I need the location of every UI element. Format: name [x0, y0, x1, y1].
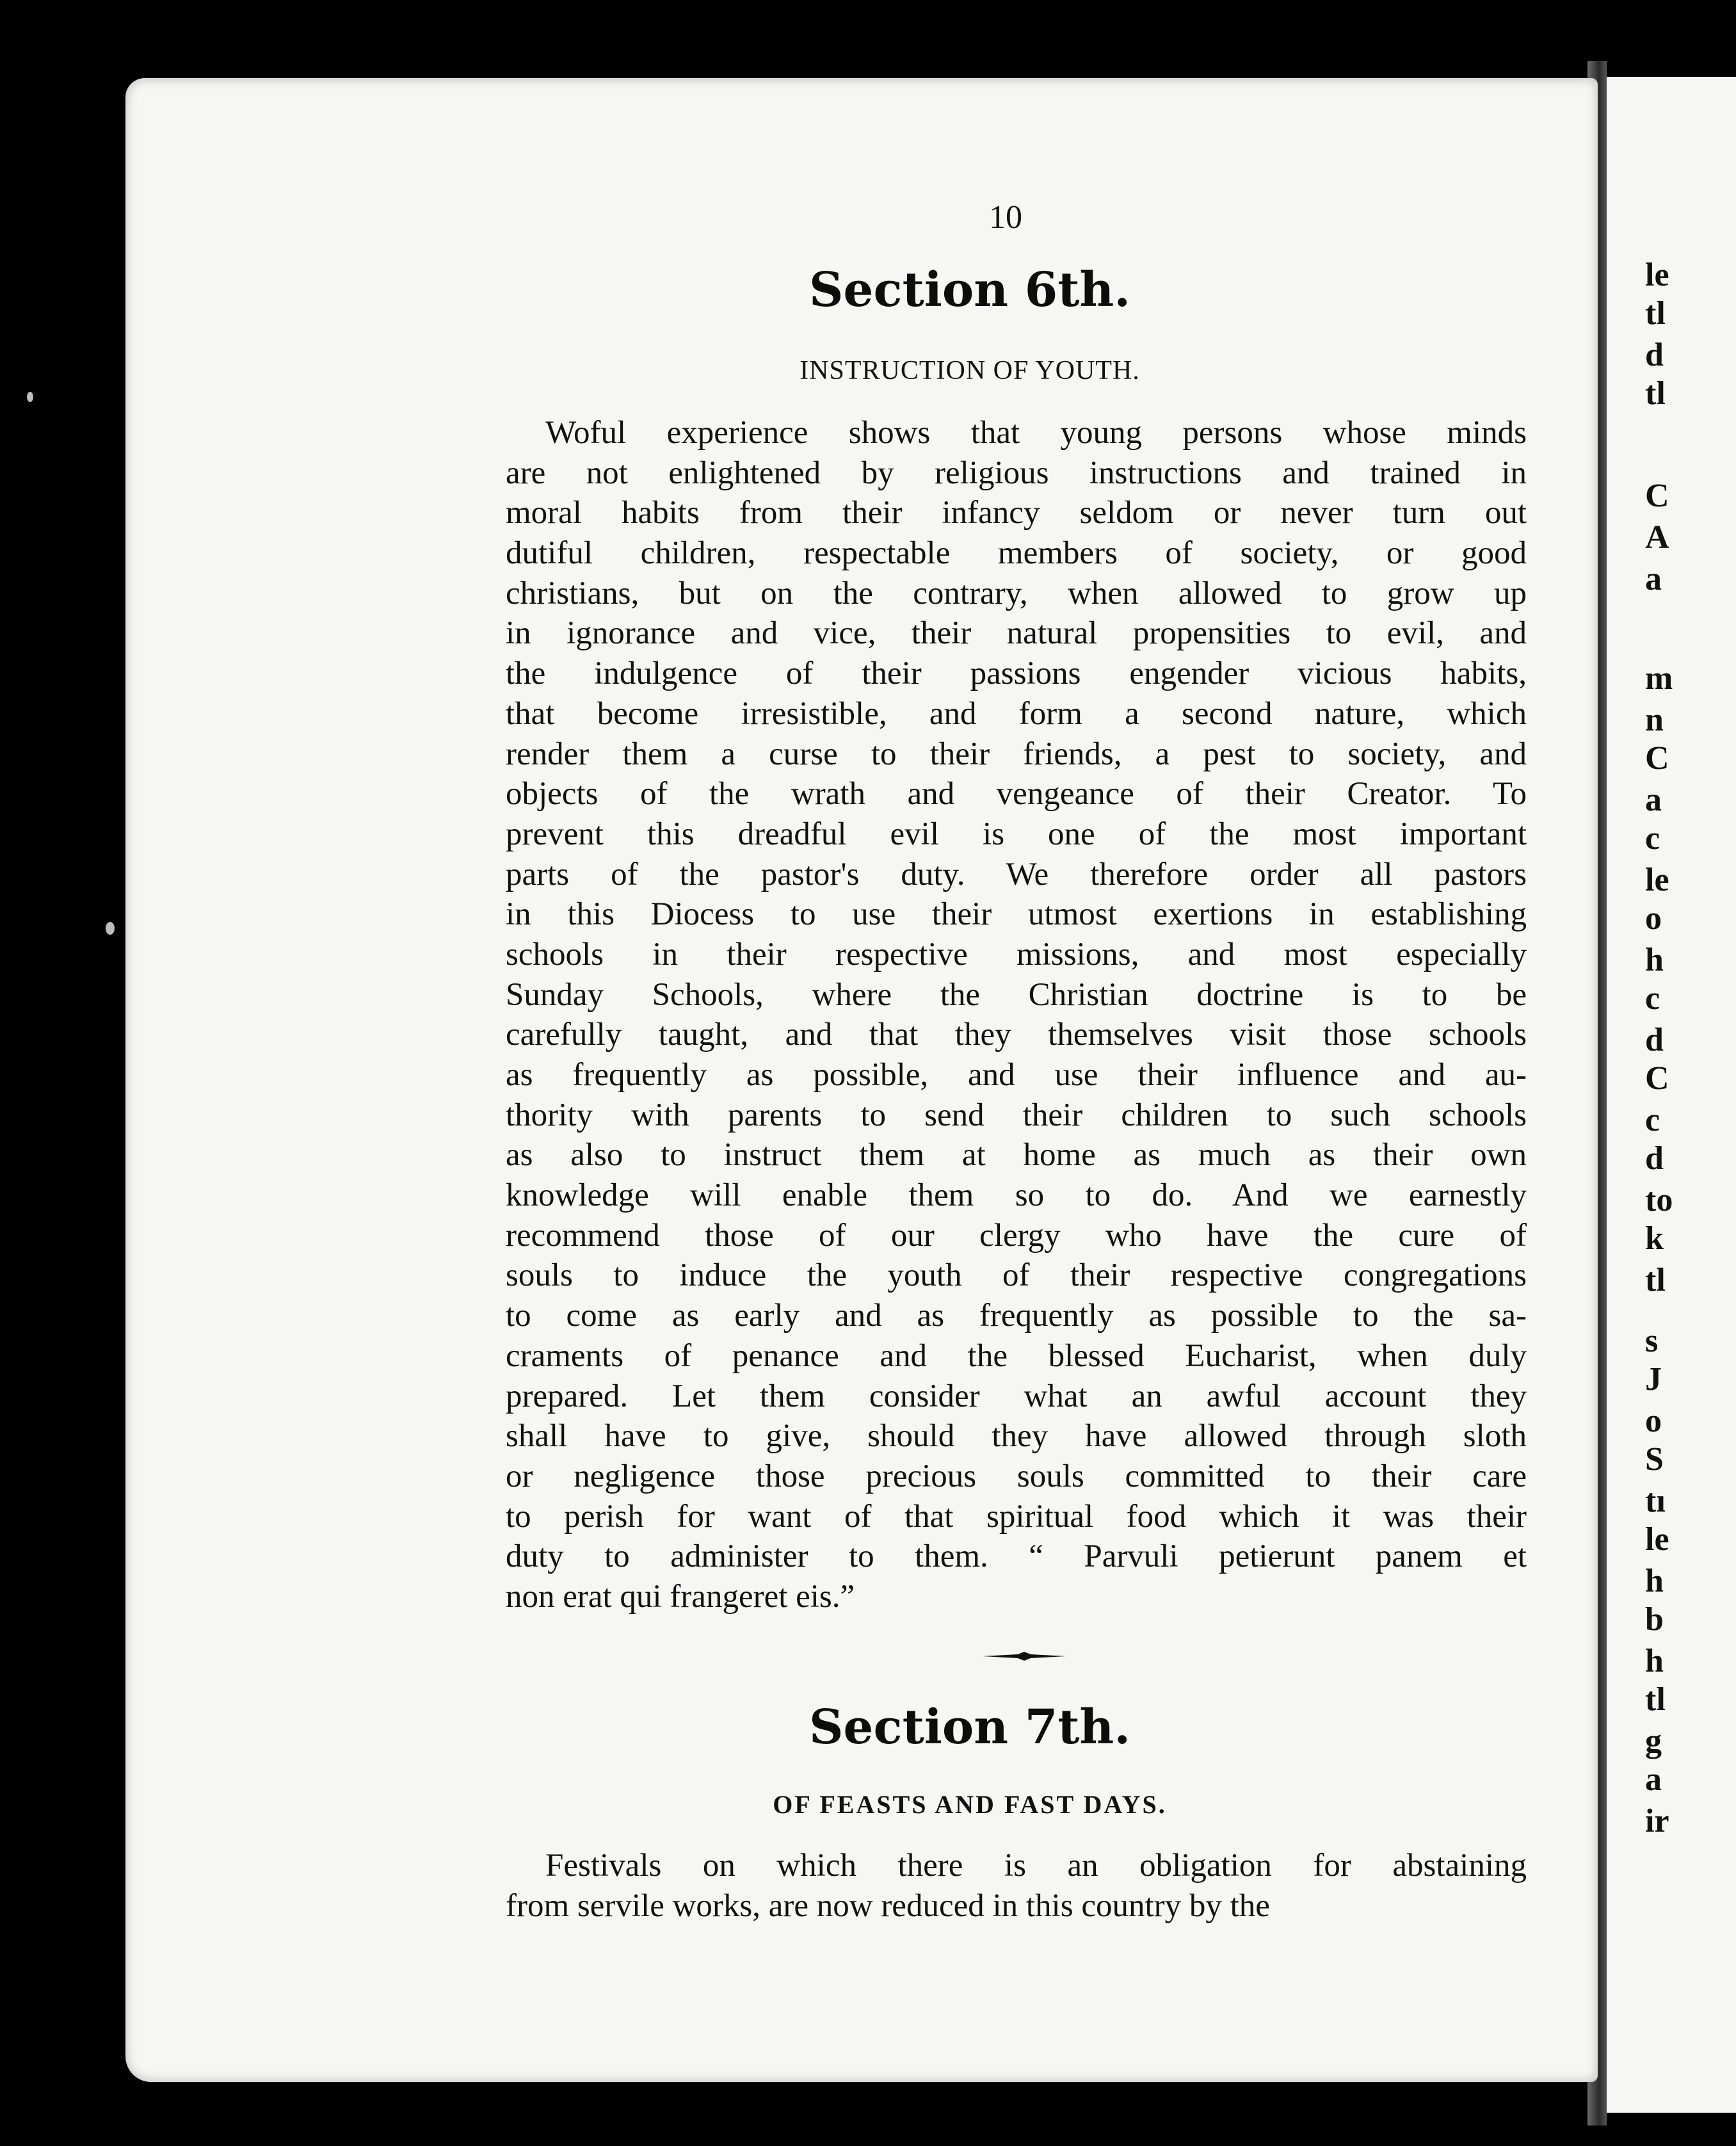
facing-page-fragment: h [1645, 1643, 1664, 1679]
facing-page-fragment: le [1645, 1521, 1669, 1558]
text-line: schools in their respective missions, and most especially [506, 936, 1527, 972]
facing-page-fragment: h [1645, 942, 1664, 978]
section-6-paragraph [506, 413, 1527, 1617]
text-line: thority with parents to send their children to such schools [506, 1097, 1527, 1133]
facing-page-fragment: tl [1645, 1262, 1666, 1298]
text-line: moral habits from their infancy seldom or never turn out [506, 495, 1527, 531]
text-line: prepared. Let them consider what an awful account they [506, 1378, 1527, 1414]
facing-page-fragment: a [1645, 782, 1662, 818]
text-line: to come as early and as frequently as possible to the sa- [506, 1298, 1527, 1334]
section-6-heading: Section 6th. [808, 262, 1131, 318]
facing-page-fragment: le [1645, 862, 1669, 898]
facing-page-fragment: c [1645, 1102, 1660, 1138]
text-line: souls to induce the youth of their respective congregations [506, 1257, 1527, 1294]
facing-page-fragment: d [1645, 1022, 1664, 1058]
text-line: recommend those of our clergy who have the cure of [506, 1217, 1527, 1254]
facing-page-fragment: o [1645, 1403, 1662, 1439]
facing-page-fragment: c [1645, 980, 1660, 1017]
facing-page-fragment: h [1645, 1563, 1664, 1599]
text-line: objects of the wrath and vengeance of their Creator. To [506, 776, 1527, 812]
text-line: parts of the pastor's duty. We therefore order all pastors [506, 856, 1527, 892]
section-7-subheading: OF FEASTS AND FAST DAYS. [773, 1790, 1167, 1819]
facing-page-fragment: a [1645, 561, 1662, 597]
facing-page-fragment: A [1645, 519, 1669, 556]
text-line: prevent this dreadful evil is one of the most important [506, 816, 1527, 852]
facing-page-fragment: o [1645, 900, 1662, 937]
text-line: dutiful children, respectable members of society, or good [506, 535, 1527, 572]
text-line: non erat qui frangeret eis.” [506, 1578, 855, 1615]
facing-page-fragment: a [1645, 1761, 1662, 1798]
text-line: are not enlightened by religious instructions and trained in [506, 455, 1527, 491]
text-line: the indulgence of their passions engender vicious habits, [506, 656, 1527, 692]
facing-page-fragment: C [1645, 1060, 1669, 1097]
ornament-divider [983, 1652, 1066, 1661]
section-6-subheading: INSTRUCTION OF YOUTH. [800, 356, 1140, 385]
facing-page-fragment: C [1645, 478, 1669, 514]
page-number: 10 [989, 199, 1022, 236]
facing-page-fragment: tl [1645, 1681, 1666, 1718]
text-line: render them a curse to their friends, a pest to society, and [506, 736, 1527, 772]
facing-page-fragment: n [1645, 702, 1664, 738]
text-line: that become irresistible, and form a second nature, which [506, 695, 1527, 732]
facing-page-fragment: d [1645, 337, 1664, 373]
facing-page-fragment: c [1645, 820, 1660, 857]
facing-page-fragment: b [1645, 1601, 1664, 1638]
text-line: Woful experience shows that young persons whose minds [545, 415, 1527, 451]
text-line: Festivals on which there is an obligation for abstaining [545, 1848, 1527, 1884]
facing-page-fragment: tı [1645, 1483, 1666, 1519]
text-line: duty to administer to them. “ Parvuli petierunt panem et [506, 1538, 1527, 1575]
text-line: carefully taught, and that they themselves visit those schools [506, 1017, 1527, 1053]
facing-page-fragment: to [1645, 1182, 1673, 1218]
facing-page-fragment: s [1645, 1323, 1659, 1359]
facing-page-fragment: C [1645, 740, 1669, 777]
text-line: knowledge will enable them so to do. And we earnestly [506, 1177, 1527, 1214]
section-7-paragraph [506, 1846, 1527, 1926]
text-line: in this Diocess to use their utmost exertions in establishing [506, 896, 1527, 933]
facing-page-fragment: k [1645, 1220, 1664, 1257]
facing-page-fragment: ir [1645, 1803, 1669, 1839]
text-line: Sunday Schools, where the Christian doctrine is to be [506, 976, 1527, 1013]
facing-page-fragment: m [1645, 660, 1673, 697]
facing-page-fragment: tl [1645, 295, 1666, 332]
facing-page-fragment: S [1645, 1441, 1664, 1478]
facing-page-fragment: g [1645, 1723, 1662, 1759]
text-line: christians, but on the contrary, when allowed to grow up [506, 575, 1527, 611]
scan-speck [27, 392, 33, 402]
facing-page-fragment: tl [1645, 375, 1666, 412]
text-line: or negligence those precious souls committed to their care [506, 1458, 1527, 1494]
text-line: to perish for want of that spiritual food which it was their [506, 1498, 1527, 1535]
text-line: shall have to give, should they have allowed through sloth [506, 1418, 1527, 1455]
text-line: as frequently as possible, and use their influence and au- [506, 1057, 1527, 1093]
text-line: craments of penance and the blessed Eucharist, when duly [506, 1337, 1527, 1374]
facing-page-fragment: d [1645, 1140, 1664, 1177]
text-line: in ignorance and vice, their natural propensities to evil, and [506, 615, 1527, 652]
section-7-heading: Section 7th. [808, 1700, 1131, 1755]
facing-page-fragment: J [1645, 1361, 1662, 1398]
text-line: from servile works, are now reduced in this country by the [506, 1887, 1270, 1924]
text-line: as also to instruct them at home as much as their own [506, 1137, 1527, 1174]
facing-page-fragment: le [1645, 257, 1669, 293]
scan-speck [106, 922, 115, 935]
